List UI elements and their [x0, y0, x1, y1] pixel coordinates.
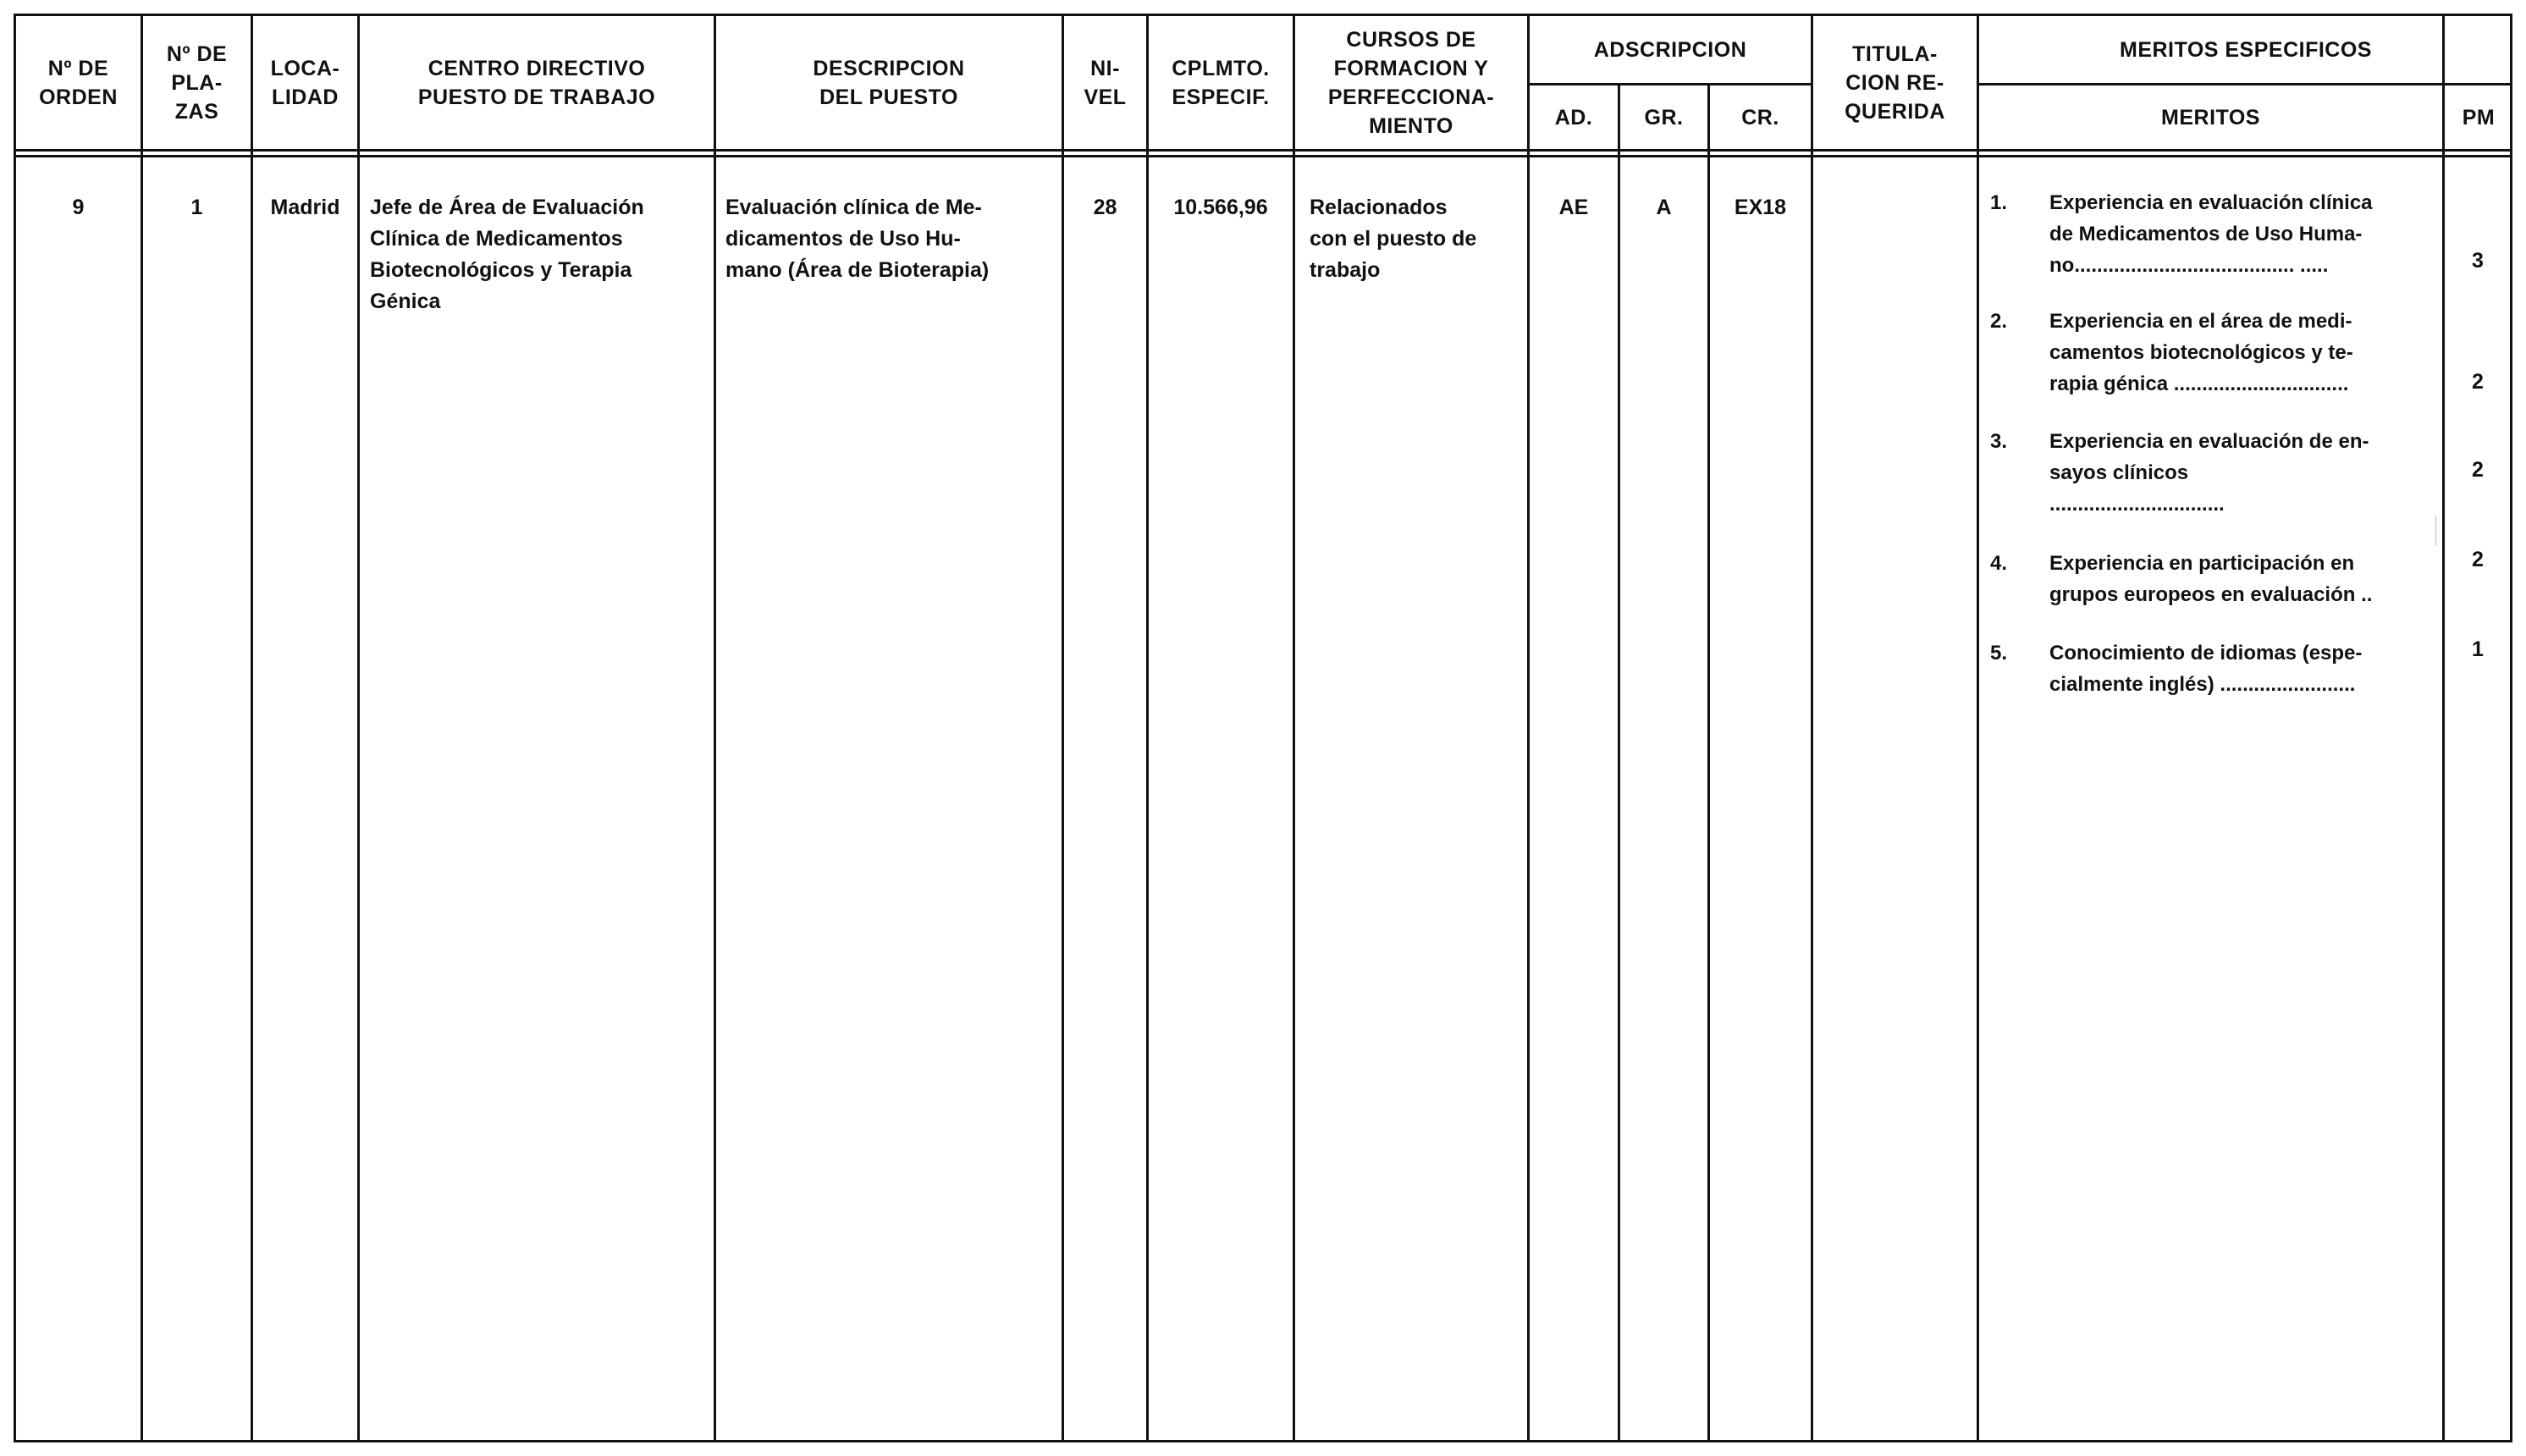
merit-item: 4. Experiencia en participación en grupos europeos en evaluación ..	[1990, 552, 2373, 606]
row-complemento: 10.566,96	[1173, 196, 1268, 219]
header-descripcion: DESCRIPCION DEL PUESTO	[813, 56, 965, 109]
column-divider	[1977, 16, 1979, 1440]
row-centro-directivo: Jefe de Área de Evaluación Clínica de Medicamentos Biotecnológicos y Terapia Génica	[370, 196, 644, 313]
row-nivel: 28	[1093, 196, 1117, 219]
column-divider	[1146, 16, 1149, 1440]
header-double-rule	[16, 155, 2512, 157]
merit-item: 1. Experiencia en evaluación clínica de Medicamentos de Uso Huma- no....................................... .....	[1990, 191, 2373, 277]
subcolumn-divider	[1618, 83, 1620, 1440]
header-meritos: MERITOS	[2161, 105, 2260, 130]
header-nivel: NI- VEL	[1084, 56, 1127, 109]
header-plazas: Nº DE PLA- ZAS	[166, 41, 228, 124]
column-divider	[1293, 16, 1295, 1440]
scan-artifact	[2435, 516, 2436, 546]
subcolumn-divider	[1707, 83, 1710, 1440]
header-localidad: LOCA- LIDAD	[270, 56, 340, 109]
header-pm: PM	[2462, 105, 2496, 130]
header-complemento: CPLMTO. ESPECIF.	[1172, 56, 1270, 109]
column-divider	[1527, 16, 1530, 1440]
header-adscripcion: ADSCRIPCION	[1593, 37, 1747, 62]
merit-pm: 2	[2472, 370, 2484, 394]
row-plazas: 1	[190, 196, 203, 219]
row-cr: EX18	[1734, 196, 1787, 219]
row-cursos: Relacionados con el puesto de trabajo	[1310, 196, 1477, 282]
row-localidad: Madrid	[270, 196, 340, 219]
merit-pm: 2	[2472, 458, 2484, 482]
merit-pm: 3	[2472, 249, 2484, 273]
merit-item: 2. Experiencia en el área de medi- camentos biotecnológicos y te- rapia génica ...............................	[1990, 310, 2353, 395]
column-divider	[251, 16, 253, 1440]
column-divider	[357, 16, 360, 1440]
column-divider	[1062, 16, 1064, 1440]
column-divider	[141, 16, 143, 1440]
job-table	[14, 14, 2512, 1442]
header-gr: GR.	[1644, 105, 1684, 130]
merit-pm: 1	[2472, 637, 2484, 661]
merit-pm: 2	[2472, 548, 2484, 571]
merit-item: 5. Conocimiento de idiomas (espe- cialmente inglés) ........................	[1990, 642, 2363, 696]
row-gr: A	[1656, 196, 1672, 219]
column-divider	[1811, 16, 1813, 1440]
header-orden: Nº DE ORDEN	[39, 56, 118, 109]
merit-item: 3. Experiencia en evaluación de en- sayos clínicos ...............................	[1990, 430, 2369, 516]
header-titulacion: TITULA- CION RE- QUERIDA	[1845, 41, 1945, 124]
header-ad: AD.	[1554, 105, 1593, 130]
header-bottom-rule	[16, 149, 2512, 152]
row-ad: AE	[1558, 196, 1589, 219]
header-cr: CR.	[1741, 105, 1779, 130]
column-divider	[714, 16, 716, 1440]
header-centro-directivo: CENTRO DIRECTIVO PUESTO DE TRABAJO	[417, 56, 656, 109]
row-descripcion: Evaluación clínica de Me- dicamentos de Uso Hu- mano (Área de Bioterapia)	[725, 196, 990, 282]
header-meritos-especificos: MERITOS ESPECIFICOS	[2120, 37, 2372, 62]
row-orden: 9	[72, 196, 85, 219]
header-cursos: CURSOS DE FORMACION Y PERFECCIONA- MIENTO	[1327, 27, 1495, 138]
